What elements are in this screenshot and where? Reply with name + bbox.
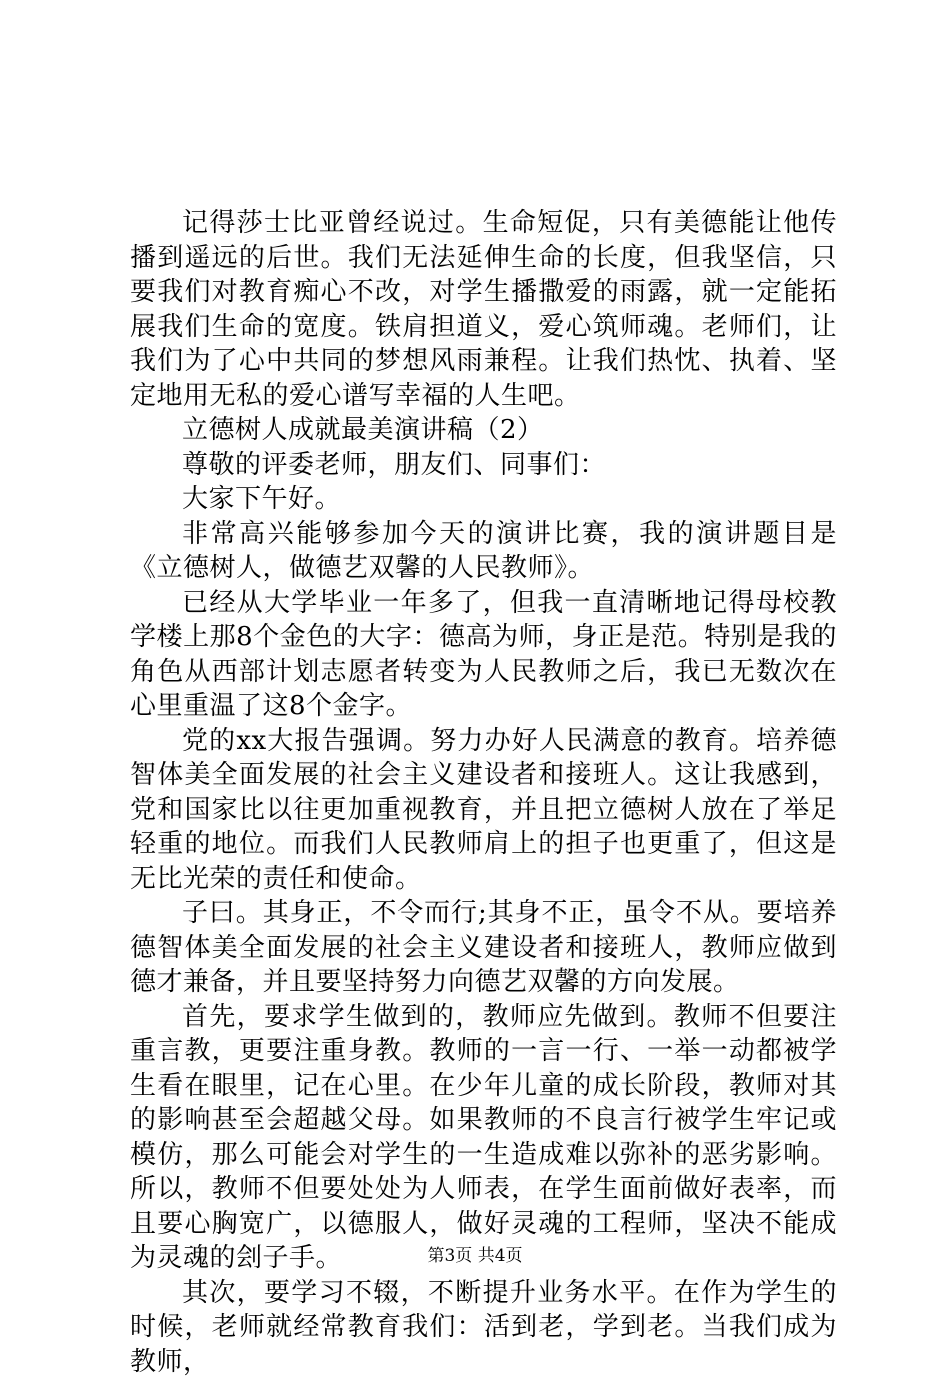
page-number-footer: 第3页 共4页 <box>0 1246 950 1266</box>
paragraph: 非常高兴能够参加今天的演讲比赛，我的演讲题目是《立德树人，做德艺双馨的人民教师》。 <box>130 517 837 586</box>
paragraph: 记得莎士比亚曾经说过。生命短促，只有美德能让他传播到遥远的后世。我们无法延伸生命的长度，但我坚信，只要我们对教育痴心不改，对学生播撒爱的雨露，就一定能拓展我们生命的宽度。铁肩担道义，爱心筑师魂。老师们，让我们为了心中共同的梦想风雨兼程。让我们热忱、执着、坚定地用无私的爱心谱写幸福的人生吧。 <box>130 206 837 413</box>
greeting: 大家下午好。 <box>130 482 837 517</box>
body-text <box>130 206 837 1379</box>
salutation: 尊敬的评委老师，朋友们、同事们： <box>130 448 837 483</box>
paragraph: 首先，要求学生做到的，教师应先做到。教师不但要注重言教，更要注重身教。教师的一言一行、一举一动都被学生看在眼里，记在心里。在少年儿童的成长阶段，教师对其的影响甚至会超越父母。如果教师的不良言行被学生牢记或模仿，那么可能会对学生的一生造成难以弥补的恶劣影响。所以，教师不但要处处为人师表，在学生面前做好表率，而且要心胸宽广，以德服人，做好灵魂的工程师，坚决不能成为灵魂的刽子手。 <box>130 1000 837 1276</box>
paragraph: 子曰。其身正，不令而行;其身不正，虽令不从。要培养德智体美全面发展的社会主义建设者和接班人，教师应做到德才兼备，并且要坚持努力向德艺双馨的方向发展。 <box>130 896 837 1000</box>
paragraph: 已经从大学毕业一年多了，但我一直清晰地记得母校教学楼上那8个金色的大字：德高为师，身正是范。特别是我的角色从西部计划志愿者转变为人民教师之后，我已无数次在心里重温了这8个金字。 <box>130 586 837 724</box>
section-heading: 立德树人成就最美演讲稿（2） <box>130 413 837 448</box>
paragraph: 其次，要学习不辍，不断提升业务水平。在作为学生的时候，老师就经常教育我们：活到老，学到老。当我们成为教师， <box>130 1276 837 1379</box>
paragraph: 党的xx大报告强调。努力办好人民满意的教育。培养德智体美全面发展的社会主义建设者和接班人。这让我感到，党和国家比以往更加重视教育，并且把立德树人放在了举足轻重的地位。而我们人民教师肩上的担子也更重了，但这是无比光荣的责任和使命。 <box>130 724 837 897</box>
